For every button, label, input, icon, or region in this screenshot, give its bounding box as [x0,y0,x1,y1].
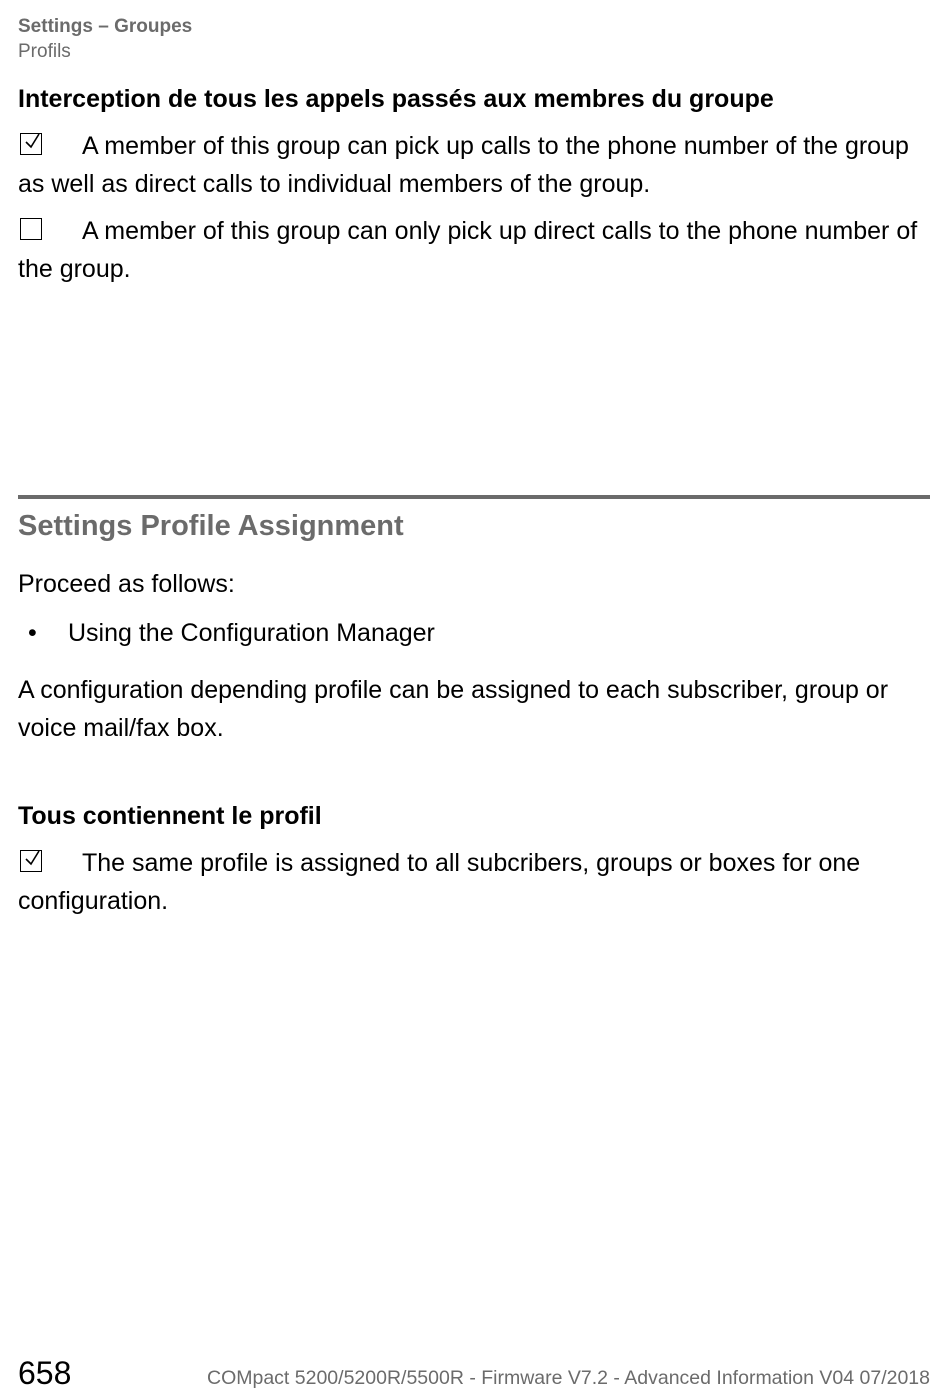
profile-option [18,844,930,920]
pickup-option-direct-text: A member of this group can only pick up direct calls to the phone number of the group. [18,217,918,283]
header-title: Settings – Groupes [18,16,193,37]
subheading: Tous contiennent le profil [18,802,322,830]
pickup-option-direct [18,212,930,288]
checked-box-icon [20,850,42,872]
checked-box-icon [20,133,42,155]
intro-text: Proceed as follows: [18,570,235,598]
unchecked-box-icon [20,218,42,240]
page-number: 658 [18,1355,72,1391]
header-subtitle: Profils [18,41,71,62]
list-item-text: Using the Configuration Manager [68,619,435,647]
section-title: Settings Profile Assignment [18,510,404,542]
pickup-option-all-text: A member of this group can pick up calls to the phone number of the group as well as direct calls to individual members of the group. [18,132,909,198]
document-info: COMpact 5200/5200R/5500R - Firmware V7.2 - Advanced Information V04 07/2018 [207,1367,930,1389]
section-divider [18,495,930,499]
group-pickup-section [18,82,930,288]
bullet-icon: • [28,619,37,647]
description-text: A configuration depending profile can be assigned to each subscriber, group or voice mail/fax box. [18,676,889,742]
group-pickup-heading: Interception de tous les appels passés aux membres du groupe [18,85,774,113]
pickup-option-all [18,127,930,203]
running-header [18,14,192,64]
profile-assignment-section [18,565,930,920]
list-item [18,614,930,652]
profile-option-text: The same profile is assigned to all subcribers, groups or boxes for one configuration. [18,849,861,915]
